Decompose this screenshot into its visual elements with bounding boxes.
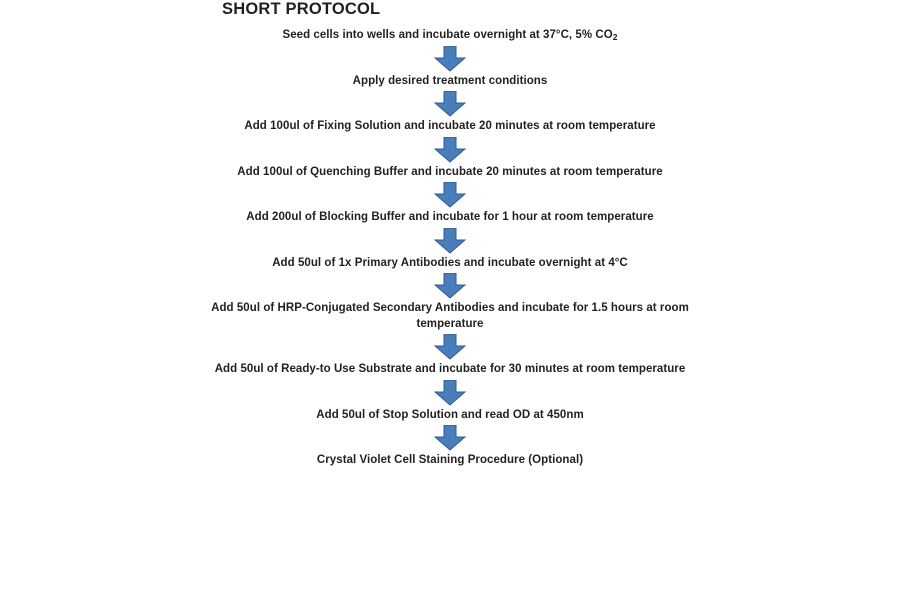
flow-step-subscript: 2 bbox=[612, 32, 618, 42]
flow-step bbox=[198, 119, 702, 135]
flow-step-text: Add 200ul of Blocking Buffer and incubate for 1 hour at room temperature bbox=[246, 211, 654, 224]
down-arrow-icon bbox=[434, 271, 466, 301]
flow-step bbox=[198, 28, 702, 44]
flow-step bbox=[198, 408, 702, 424]
down-arrow-icon bbox=[434, 180, 466, 210]
flow-step-text: Add 100ul of Fixing Solution and incubate 20 minutes at room temperature bbox=[244, 120, 656, 133]
flow-step-text: Apply desired treatment conditions bbox=[352, 74, 548, 87]
flow-step bbox=[198, 362, 702, 378]
flow-step bbox=[198, 301, 702, 332]
down-arrow-icon bbox=[434, 44, 466, 74]
flow-step-text: Add 50ul of HRP-Conjugated Secondary Antibodies and incubate for 1.5 hours at room temperature bbox=[211, 302, 689, 330]
flow-step bbox=[198, 74, 702, 90]
flow-step-text: Add 50ul of 1x Primary Antibodies and incubate overnight at 4°C bbox=[272, 256, 628, 269]
down-arrow-icon bbox=[434, 226, 466, 256]
flow-step bbox=[198, 165, 702, 181]
down-arrow-icon bbox=[434, 332, 466, 362]
flow-step-text: Add 50ul of Stop Solution and read OD at 450nm bbox=[316, 408, 584, 421]
down-arrow-icon bbox=[434, 423, 466, 453]
flow-step bbox=[198, 210, 702, 226]
flow-step-text: Add 50ul of Ready-to Use Substrate and incubate for 30 minutes at room temperature bbox=[214, 363, 686, 376]
down-arrow-icon bbox=[434, 378, 466, 408]
down-arrow-icon bbox=[434, 89, 466, 119]
flow-step-text: Crystal Violet Cell Staining Procedure (Optional) bbox=[316, 454, 584, 467]
flowchart bbox=[198, 28, 702, 469]
page-title: SHORT PROTOCOL bbox=[222, 0, 381, 18]
flow-step bbox=[198, 256, 702, 272]
flow-step bbox=[198, 453, 702, 469]
flow-step-text: Seed cells into wells and incubate overnight at 37°C, 5% CO bbox=[282, 29, 613, 41]
flow-step-text: Add 100ul of Quenching Buffer and incubate 20 minutes at room temperature bbox=[237, 165, 663, 178]
down-arrow-icon bbox=[434, 135, 466, 165]
